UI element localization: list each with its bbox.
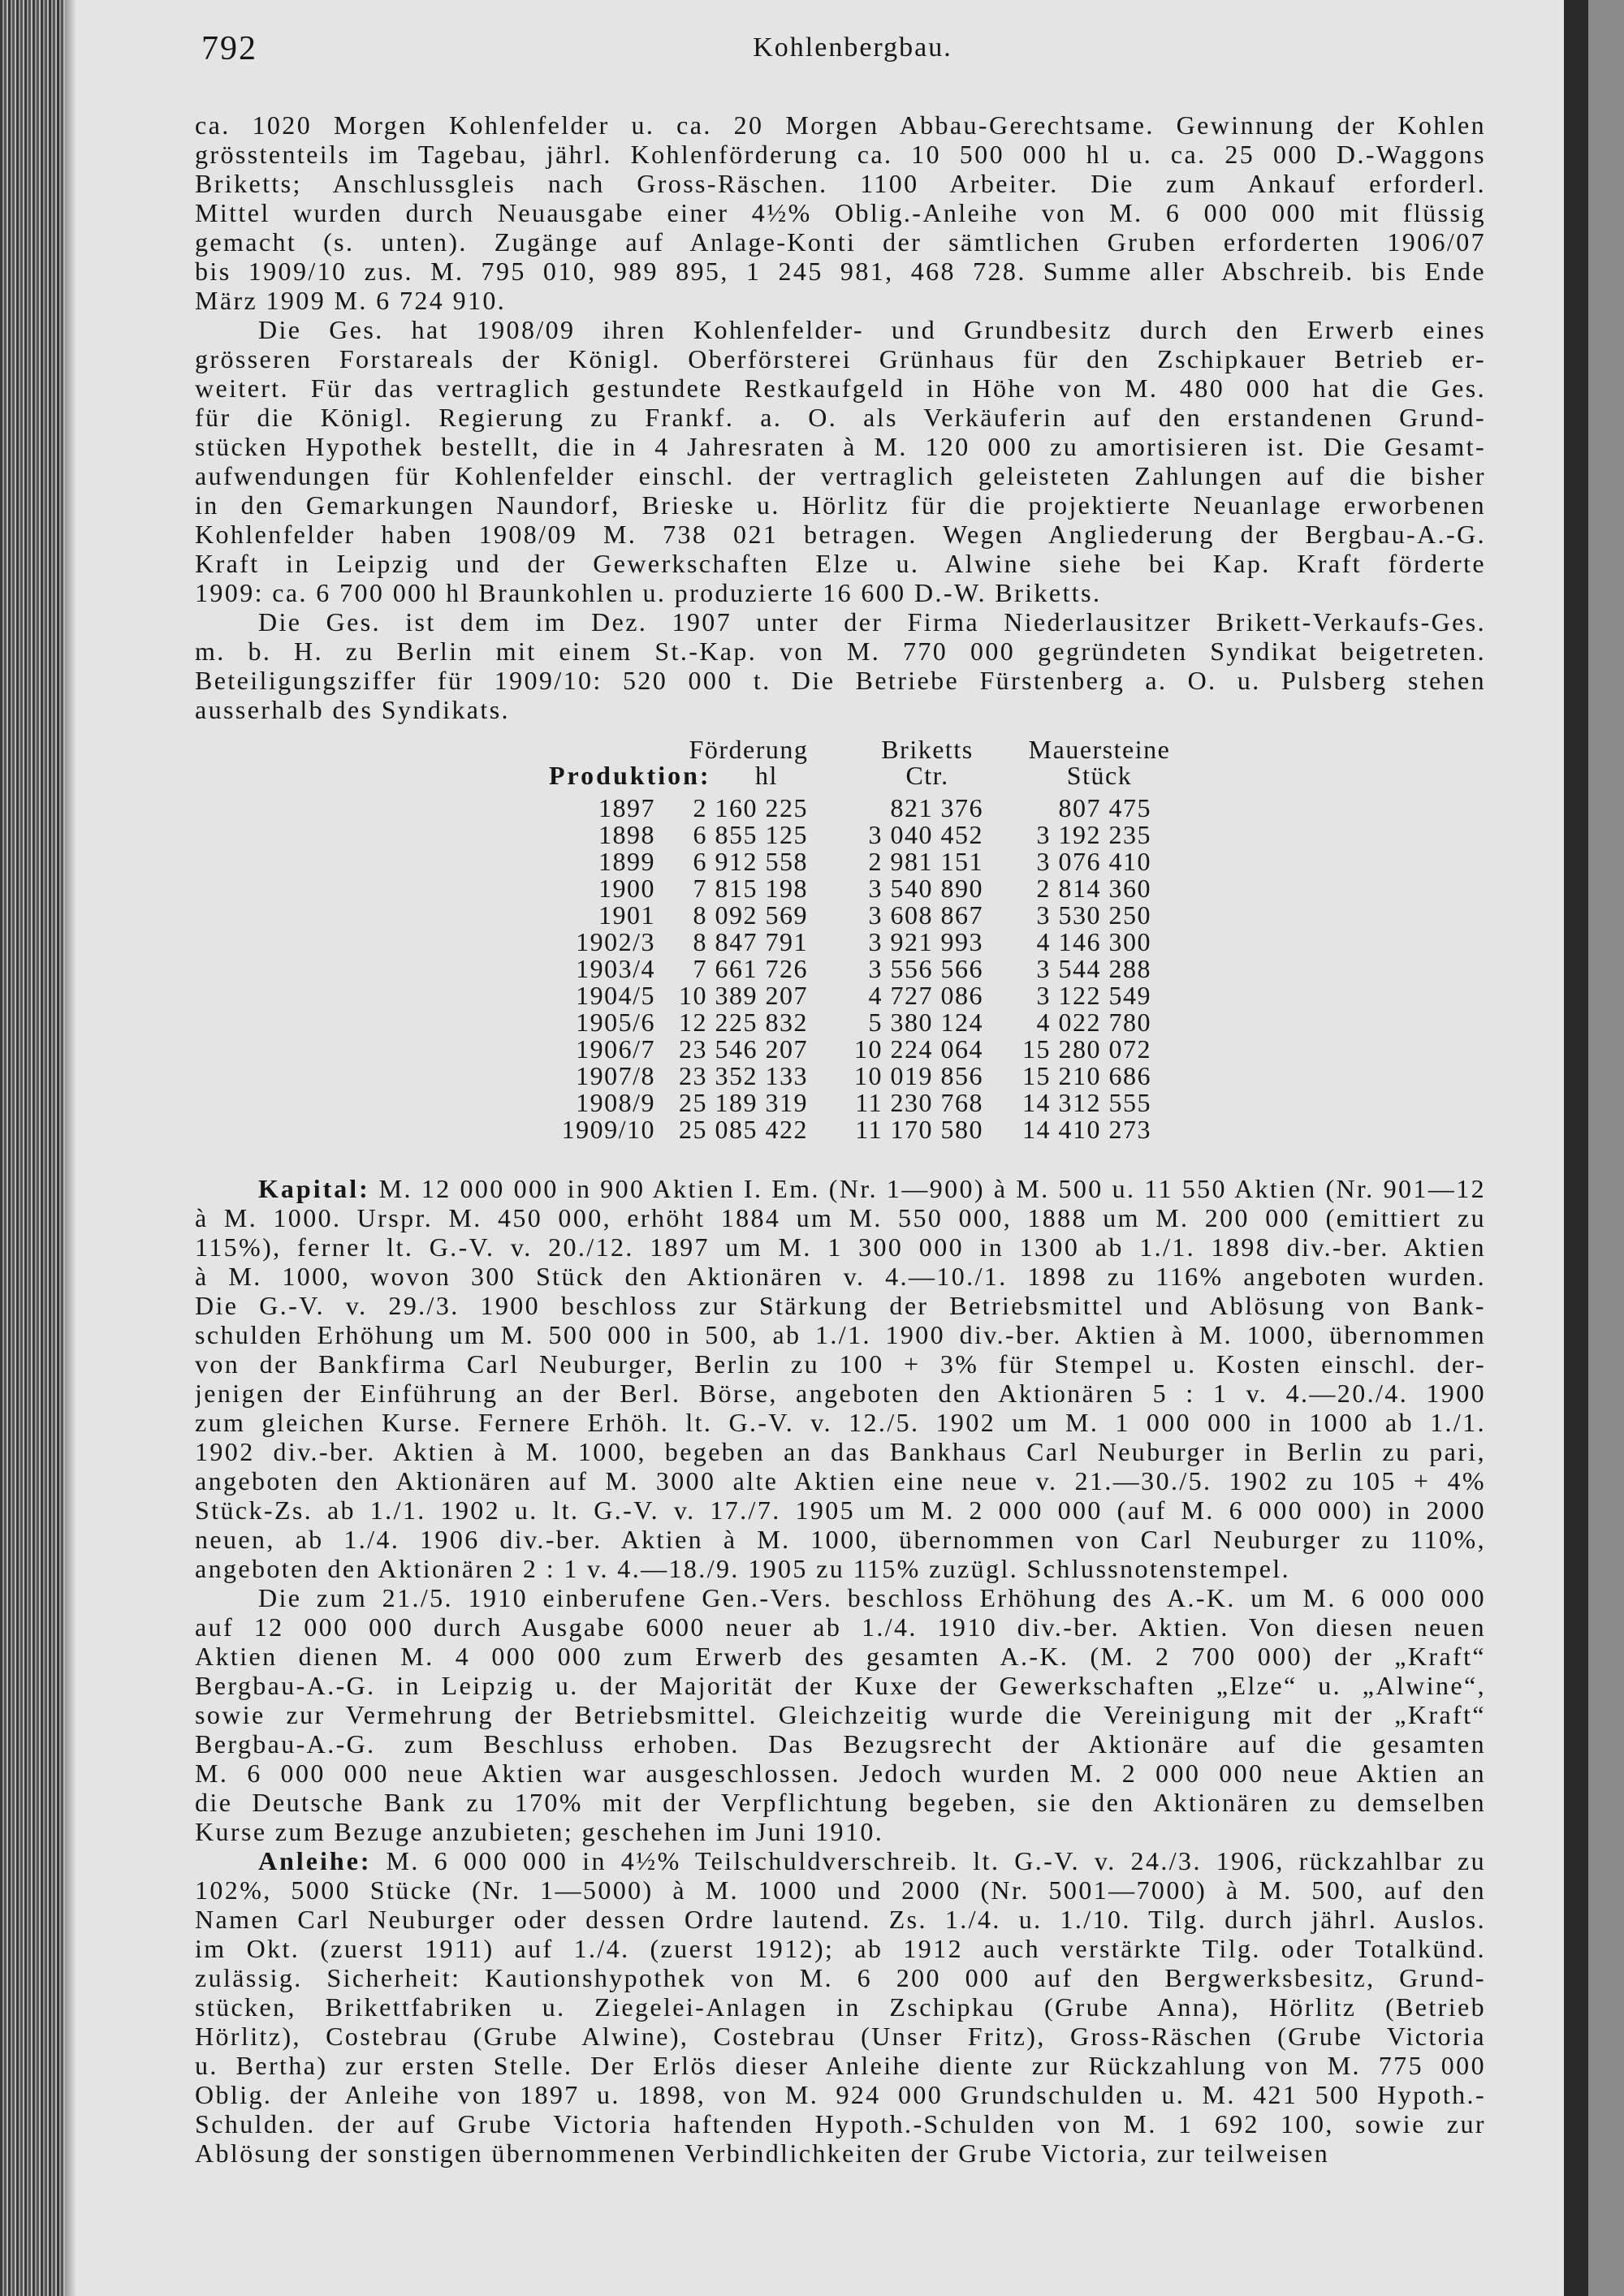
production-label: Produktion: [549, 761, 711, 790]
column-header-mauersteine: Mauersteine [1028, 735, 1171, 764]
line-text: Bergbau-A.-G. in Leipzig u. der Majorität der Kuxe der Gewerkschaften „Elze“ u. „Alwine“, [195, 1671, 1486, 1700]
line-text: gemacht (s. unten). Zugänge auf Anlage-Konti der sämtlichen Gruben erforderten 1906/07 [195, 227, 1486, 257]
line-text: angeboten den Aktionären 2 : 1 v. 4.—18./9. 1905 zu 115% zuzügl. Schlussnotenstempel. [195, 1554, 1290, 1583]
table-cell-mauersteine-value: 3 076 410 [1036, 847, 1151, 876]
text-line [195, 1466, 1486, 1495]
text-line [195, 1437, 1486, 1466]
line-text: sowie zur Vermehrung der Betriebsmittel. Gleichzeitig wurde die Vereinigung mit der „Kraft“ [195, 1700, 1486, 1729]
table-cell-foerderung-value: 2 160 225 [693, 793, 808, 822]
table-cell-mauersteine-value: 807 475 [1058, 793, 1151, 822]
text-line [195, 695, 1486, 724]
text-line [195, 1232, 1486, 1262]
line-text: Kohlenfelder haben 1908/09 M. 738 021 betragen. Wegen Angliederung der Bergbau-A.-G. [195, 520, 1486, 549]
line-text: zum gleichen Kurse. Fernere Erhöh. lt. G.-V. v. 12./5. 1902 um M. 1 000 000 in 1000 ab 1./1. [195, 1408, 1486, 1437]
text-line [195, 1291, 1486, 1320]
text-line [195, 1349, 1486, 1379]
text-line [195, 1905, 1486, 1934]
line-text: Bergbau-A.-G. zum Beschluss erhoben. Das Bezugsrecht der Aktionäre auf die gesamten [195, 1729, 1486, 1759]
column-unit-mauersteine: Stück [1066, 761, 1133, 790]
table-cell-foerderung-value: 8 847 791 [693, 927, 808, 956]
line-text: angeboten den Aktionären auf M. 3000 alte Aktien eine neue v. 21.—30./5. 1902 zu 105 + 4% [195, 1466, 1486, 1495]
scan-right-margin [1588, 0, 1624, 2296]
line-text: Beteiligungsziffer für 1909/10: 520 000 t. Die Betriebe Fürstenberg a. O. u. Pulsberg stehen [195, 666, 1486, 695]
table-cell-foerderung-value: 25 085 422 [679, 1115, 808, 1144]
line-text: Hörlitz), Costebrau (Grube Alwine), Costebrau (Unser Fritz), Gross-Räschen (Grube Victoria [195, 2022, 1486, 2051]
table-cell-year: 1903/4 [576, 954, 655, 983]
table-cell-year: 1908/9 [576, 1088, 655, 1117]
text-line [195, 315, 1486, 344]
table-cell-year: 1902/3 [576, 927, 655, 956]
text-line [195, 1379, 1486, 1408]
line-text: neuen, ab 1./4. 1906 div.-ber. Aktien à M. 1000, übernommen von Carl Neuburger zu 110%, [195, 1525, 1486, 1554]
line-text: Stück-Zs. ab 1./1. 1902 u. lt. G.-V. v. 17./7. 1905 um M. 2 000 000 (auf M. 6 000 000) in 2000 [195, 1495, 1486, 1525]
table-cell-foerderung-value: 12 225 832 [679, 1008, 808, 1037]
line-text: Kraft in Leipzig und der Gewerkschaften Elze u. Alwine siehe bei Kap. Kraft förderte [195, 549, 1486, 578]
table-cell-foerderung-value: 23 352 133 [679, 1061, 808, 1090]
paragraph [195, 607, 1486, 724]
column-unit-briketts: Ctr. [905, 761, 949, 790]
table-cell-briketts-value: 3 608 867 [868, 900, 983, 930]
line-text: für die Königl. Regierung zu Frankf. a. O. als Verkäuferin auf den erstandenen Grund- [195, 403, 1486, 432]
line-text: 1909: ca. 6 700 000 hl Braunkohlen u. produzierte 16 600 D.-W. Briketts. [195, 578, 1102, 607]
running-title: Kohlenbergbau. [753, 32, 952, 63]
section-label: Anleihe: [258, 1846, 372, 1875]
table-cell-year: 1907/8 [576, 1061, 655, 1090]
text-line [195, 2080, 1486, 2109]
text-line [195, 1875, 1486, 1905]
line-text: zulässig. Sicherheit: Kautionshypothek von M. 6 200 000 auf den Bergwerksbesitz, Grund- [195, 1963, 1486, 1992]
table-cell-year: 1899 [598, 847, 655, 876]
text-line [195, 578, 1486, 607]
line-text: in den Gemarkungen Naundorf, Brieske u. Hörlitz für die projektierte Neuanlage erworbenen [195, 490, 1486, 520]
text-line [195, 1729, 1486, 1759]
table-cell-briketts-value: 3 921 993 [868, 927, 983, 956]
line-text: grösseren Forstareals der Königl. Oberförsterei Grünhaus für den Zschipkauer Betrieb er- [195, 344, 1486, 373]
text-line [195, 286, 1486, 315]
table-cell-year: 1898 [598, 820, 655, 849]
text-line [195, 140, 1486, 169]
table-cell-year: 1906/7 [576, 1034, 655, 1064]
text-line [195, 227, 1486, 257]
line-text: Oblig. der Anleihe von 1897 u. 1898, von M. 924 000 Grundschulden u. M. 421 500 Hypoth.- [195, 2080, 1486, 2109]
text-line [195, 432, 1486, 461]
table-cell-foerderung-value: 8 092 569 [693, 900, 808, 930]
text-block-bottom [195, 1174, 1486, 2168]
table-cell-mauersteine-value: 15 210 686 [1022, 1061, 1151, 1090]
text-line [195, 1642, 1486, 1671]
paragraph [195, 110, 1486, 315]
line-text: m. b. H. zu Berlin mit einem St.-Kap. von M. 770 000 gegründeten Syndikat beigetreten. [195, 637, 1486, 666]
table-cell-briketts-value: 821 376 [890, 793, 983, 822]
line-text: Die G.-V. v. 29./3. 1900 beschloss zur Stärkung der Betriebsmittel und Ablösung von Bank- [195, 1291, 1486, 1320]
text-line [195, 1612, 1486, 1642]
column-header-foerderung: Förderung [689, 735, 809, 764]
line-text: schulden Erhöhung um M. 500 000 in 500, ab 1./1. 1900 div.-ber. Aktien à M. 1000, übernommen [195, 1320, 1486, 1349]
table-cell-year: 1905/6 [576, 1008, 655, 1037]
table-cell-briketts-value: 3 040 452 [868, 820, 983, 849]
paragraph [195, 1846, 1486, 2168]
text-line [195, 1203, 1486, 1232]
line-text: die Deutsche Bank zu 170% mit der Verpflichtung begeben, sie den Aktionären zu demselben [195, 1788, 1486, 1817]
line-text: Namen Carl Neuburger oder dessen Ordre lautend. Zs. 1./4. u. 1./10. Tilg. durch jährl. Auslos. [195, 1905, 1486, 1934]
text-line [195, 403, 1486, 432]
table-cell-year: 1901 [598, 900, 655, 930]
text-line [195, 1554, 1486, 1583]
column-unit-foerderung: hl [755, 761, 778, 790]
line-text: März 1909 M. 6 724 910. [195, 286, 507, 315]
line-text: Schulden. der auf Grube Victoria haftenden Hypoth.-Schulden von M. 1 692 100, sowie zur [195, 2109, 1486, 2138]
table-cell-foerderung-value: 7 815 198 [693, 874, 808, 903]
table-cell-briketts-value: 10 019 856 [854, 1061, 983, 1090]
table-cell-mauersteine-value: 2 814 360 [1036, 874, 1151, 903]
table-cell-foerderung-value: 25 189 319 [679, 1088, 808, 1117]
text-line [195, 1174, 1486, 1203]
paragraph [195, 1174, 1486, 1583]
text-line [195, 1817, 1486, 1846]
text-line [195, 1963, 1486, 1992]
text-line [195, 1525, 1486, 1554]
table-cell-year: 1900 [598, 874, 655, 903]
line-text: bis 1909/10 zus. M. 795 010, 989 895, 1 245 981, 468 728. Summe aller Abschreib. bis Ende [195, 257, 1486, 286]
table-cell-briketts-value: 3 540 890 [868, 874, 983, 903]
text-line [195, 2051, 1486, 2080]
table-cell-mauersteine-value: 3 530 250 [1036, 900, 1151, 930]
text-line [195, 1934, 1486, 1963]
text-line [195, 373, 1486, 403]
line-text: 115%), ferner lt. G.-V. v. 20./12. 1897 um M. 1 300 000 in 1300 ab 1./1. 1898 div.-ber. Aktien [195, 1232, 1486, 1262]
text-line [195, 490, 1486, 520]
text-line [195, 2022, 1486, 2051]
text-line [195, 1846, 1486, 1875]
table-cell-year: 1909/10 [561, 1115, 655, 1144]
line-text: grösstenteils im Tagebau, jährl. Kohlenförderung ca. 10 500 000 hl u. ca. 25 000 D.-Waggons [195, 140, 1486, 169]
table-cell-mauersteine-value: 3 122 549 [1036, 981, 1151, 1010]
table-cell-foerderung-value: 7 661 726 [693, 954, 808, 983]
line-text: stücken Hypothek bestellt, die in 4 Jahresraten à M. 120 000 zu amortisieren ist. Die Gesamt- [195, 432, 1486, 461]
text-line [195, 257, 1486, 286]
text-line [195, 1495, 1486, 1525]
table-cell-foerderung-value: 6 855 125 [693, 820, 808, 849]
paragraph [195, 1583, 1486, 1846]
text-line [195, 549, 1486, 578]
line-text: von der Bankfirma Carl Neuburger, Berlin zu 100 + 3% für Stempel u. Kosten einschl. der- [195, 1349, 1486, 1379]
section-label: Kapital: [258, 1174, 370, 1203]
table-cell-foerderung-value: 10 389 207 [679, 981, 808, 1010]
scan-right-border [1564, 0, 1588, 2296]
table-cell-mauersteine-value: 14 312 555 [1022, 1088, 1151, 1117]
line-text: auf 12 000 000 durch Ausgabe 6000 neuer ab 1./4. 1910 div.-ber. Aktien. Von diesen neuen [195, 1612, 1486, 1642]
text-line [195, 110, 1486, 140]
line-text: Die Ges. hat 1908/09 ihren Kohlenfelder- und Grundbesitz durch den Erwerb eines [258, 315, 1486, 344]
table-cell-mauersteine-value: 3 544 288 [1036, 954, 1151, 983]
table-cell-mauersteine-value: 3 192 235 [1036, 820, 1151, 849]
text-line [195, 607, 1486, 637]
page-number: 792 [201, 30, 257, 67]
text-line [195, 1700, 1486, 1729]
line-text: à M. 1000. Urspr. M. 450 000, erhöht 1884 um M. 550 000, 1888 um M. 200 000 (emittiert zu [195, 1203, 1486, 1232]
text-line [195, 1992, 1486, 2022]
paragraph [195, 315, 1486, 607]
table-cell-briketts-value: 10 224 064 [854, 1034, 983, 1064]
table-cell-mauersteine-value: 15 280 072 [1022, 1034, 1151, 1064]
line-text: Die zum 21./5. 1910 einberufene Gen.-Vers. beschloss Erhöhung des A.-K. um M. 6 000 000 [258, 1583, 1486, 1612]
line-text: u. Bertha) zur ersten Stelle. Der Erlös dieser Anleihe diente zur Rückzahlung von M. 775 000 [195, 2051, 1486, 2080]
text-line [195, 2109, 1486, 2138]
line-text: Mittel wurden durch Neuausgabe einer 4½% Oblig.-Anleihe von M. 6 000 000 mit flüssig [195, 198, 1486, 227]
line-text: stücken, Brikettfabriken u. Ziegelei-Anlagen in Zschipkau (Grube Anna), Hörlitz (Betrieb [195, 1992, 1486, 2022]
line-text: Briketts; Anschlussgleis nach Gross-Räschen. 1100 Arbeiter. Die zum Ankauf erforderl. [195, 169, 1486, 198]
text-line [195, 1408, 1486, 1437]
text-line [195, 1788, 1486, 1817]
line-text: jenigen der Einführung an der Berl. Börse, angeboten den Aktionären 5 : 1 v. 4.—20./4. 1900 [195, 1379, 1486, 1408]
table-cell-briketts-value: 4 727 086 [868, 981, 983, 1010]
line-text: 1902 div.-ber. Aktien à M. 1000, begeben an das Bankhaus Carl Neuburger in Berlin zu pari, [195, 1437, 1486, 1466]
text-line [195, 666, 1486, 695]
table-cell-year: 1904/5 [576, 981, 655, 1010]
line-text: im Okt. (zuerst 1911) auf 1./4. (zuerst 1912); ab 1912 auch verstärkte Tilg. oder Totalkünd. [195, 1934, 1486, 1963]
table-cell-mauersteine-value: 14 410 273 [1022, 1115, 1151, 1144]
text-line [195, 198, 1486, 227]
line-text: ca. 1020 Morgen Kohlenfelder u. ca. 20 Morgen Abbau-Gerechtsame. Gewinnung der Kohlen [195, 110, 1486, 140]
table-cell-mauersteine-value: 4 022 780 [1036, 1008, 1151, 1037]
line-text: Die Ges. ist dem im Dez. 1907 unter der Firma Niederlausitzer Brikett-Verkaufs-Ges. [258, 607, 1486, 637]
scan-binding-edge [0, 0, 65, 2296]
line-text: à M. 1000, wovon 300 Stück den Aktionären v. 4.—10./1. 1898 zu 116% angeboten wurden. [195, 1262, 1486, 1291]
text-line [195, 1759, 1486, 1788]
text-line [195, 169, 1486, 198]
text-line [195, 1583, 1486, 1612]
line-text: M. 6 000 000 neue Aktien war ausgeschlossen. Jedoch wurden M. 2 000 000 neue Aktien an [195, 1759, 1486, 1788]
text-line [195, 1262, 1486, 1291]
table-cell-mauersteine-value: 4 146 300 [1036, 927, 1151, 956]
text-line [195, 637, 1486, 666]
text-block-top [195, 110, 1486, 724]
line-text: M. 6 000 000 in 4½% Teilschuldverschreib. lt. G.-V. v. 24./3. 1906, rückzahlbar zu [386, 1846, 1486, 1875]
text-line [195, 1671, 1486, 1700]
table-cell-briketts-value: 3 556 566 [868, 954, 983, 983]
table-cell-briketts-value: 5 380 124 [868, 1008, 983, 1037]
table-cell-foerderung-value: 23 546 207 [679, 1034, 808, 1064]
line-text: M. 12 000 000 in 900 Aktien I. Em. (Nr. 1—900) à M. 500 u. 11 550 Aktien (Nr. 901—12 [378, 1174, 1486, 1203]
table-cell-year: 1897 [598, 793, 655, 822]
line-text: Aktien dienen M. 4 000 000 zum Erwerb des gesamten A.-K. (M. 2 700 000) der „Kraft“ [195, 1642, 1486, 1671]
table-cell-foerderung-value: 6 912 558 [693, 847, 808, 876]
line-text: 102%, 5000 Stücke (Nr. 1—5000) à M. 1000 und 2000 (Nr. 5001—7000) à M. 500, auf den [195, 1875, 1486, 1905]
text-line [195, 1320, 1486, 1349]
table-cell-briketts-value: 11 170 580 [855, 1115, 983, 1144]
text-line [195, 520, 1486, 549]
line-text: aufwendungen für Kohlenfelder einschl. der vertraglich geleisteten Zahlungen auf die bisher [195, 461, 1486, 490]
scan-binding-shadow [65, 0, 76, 2296]
text-line [195, 461, 1486, 490]
line-text: ausserhalb des Syndikats. [195, 695, 510, 724]
table-cell-briketts-value: 11 230 768 [855, 1088, 983, 1117]
line-text: Kurse zum Bezuge anzubieten; geschehen im Juni 1910. [195, 1817, 884, 1846]
line-text: weitert. Für das vertraglich gestundete Restkaufgeld in Höhe von M. 480 000 hat die Ges. [195, 373, 1486, 403]
text-line [195, 344, 1486, 373]
table-cell-briketts-value: 2 981 151 [868, 847, 983, 876]
line-text: Ablösung der sonstigen übernommenen Verbindlichkeiten der Grube Victoria, zur teilweisen [195, 2138, 1330, 2168]
text-line [195, 2138, 1486, 2168]
column-header-briketts: Briketts [881, 735, 974, 764]
